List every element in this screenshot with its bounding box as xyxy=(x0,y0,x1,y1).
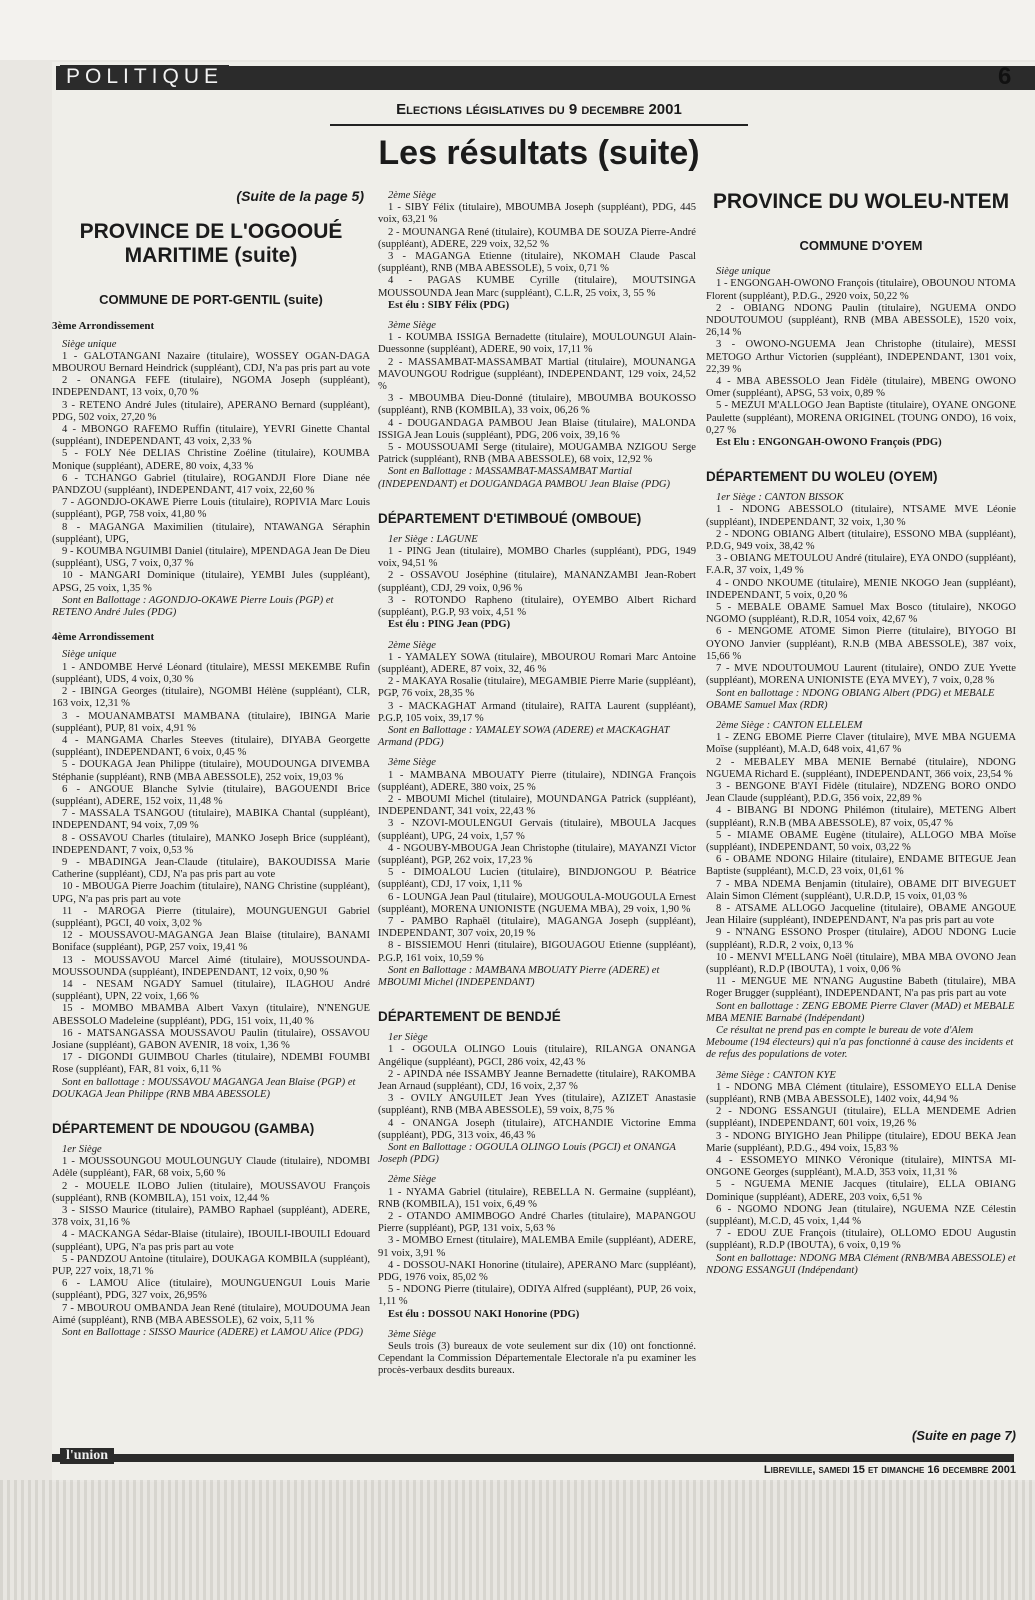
candidate-line: 5 - NGUEMA MENIE Jacques (titulaire), ELLA OBIANG Dominique (suppléant), ADERE, 203 voix, 6,51 % xyxy=(706,1179,1016,1203)
seat-block xyxy=(52,631,370,1101)
candidate-line: 15 - MOMBO MBAMBA Albert Vaxyn (titulaire), N'NENGUE ABESSOLO Madeleine (suppléant), PDG, 151 voix, 11,40 % xyxy=(52,1003,370,1027)
candidate-line: 10 - MENVI M'ELLANG Noël (titulaire), MBA MBA OVONO Jean (suppléant), R.D.P (IBOUTA), 1 voix, 0,06 % xyxy=(706,951,1016,975)
elected-line: Est Elu : ENGONGAH-OWONO François (PDG) xyxy=(716,437,942,449)
candidate-line: 1 - OGOULA OLINGO Louis (titulaire), RILANGA ONANGA Angélique (suppléant), PGCI, 286 voix, 42,43 % xyxy=(378,1044,696,1068)
commune-heading: COMMUNE D'OYEM xyxy=(799,238,923,253)
department-heading: DÉPARTEMENT DE NDOUGOU (GAMBA) xyxy=(52,1121,315,1136)
candidate-line: 3 - OWONO-NGUEMA Jean Christophe (titulaire), MESSI METOGO Arthur Victorien (suppléant), INDEPENDANT, 1301 voix, 22,39 % xyxy=(706,339,1016,375)
seat-label: 1er Siège : LAGUNE xyxy=(388,533,478,545)
candidate-line: 9 - KOUMBA NGUIMBI Daniel (titulaire), MPENDAGA Jean De Dieu (suppléant), USG, 7 voix, 0,37 % xyxy=(52,546,370,570)
newspaper-name: l'union xyxy=(60,1448,114,1464)
candidate-line: 4 - MBONGO RAFEMO Ruffin (titulaire), YEVRI Ginette Chantal (suppléant), INDEPENDANT, 43 voix, 2,33 % xyxy=(52,424,370,448)
candidate-line: 2 - MASSAMBAT-MASSAMBAT Martial (titulaire), MOUNANGA MAVOUNGOU Rodrigue (suppléant), INDEPENDANT, 129 voix, 24,52 % xyxy=(378,356,696,393)
candidate-line: 1 - KOUMBA ISSIGA Bernadette (titulaire), MOULOUNGUI Alain-Duessonne (suppléant), ADERE, 90 voix, 17,11 % xyxy=(378,332,696,356)
page-number: 6 xyxy=(998,63,1012,90)
runoff-note: Sont en Ballottage : MAMBANA MBOUATY Pierre (ADERE) et MBOUMI Michel (INDEPENDANT) xyxy=(378,964,660,988)
candidate-line: 6 - LAMOU Alice (titulaire), MOUNGUENGUI Louis Marie (suppléant), PDG, 327 voix, 26,95% xyxy=(52,1278,370,1302)
candidate-line: 1 - GALOTANGANI Nazaire (titulaire), WOSSEY OGAN-DAGA MBOUROU Bernard Heindrick (suppléant), CDJ, N'a pas pris part au vote xyxy=(52,350,370,375)
candidate-line: 3 - OVILY ANGUILET Jean Yves (titulaire), AZIZET Anastasie (suppléant), RNB (MBA ABESSOLE), 59 voix, 8,75 % xyxy=(378,1093,696,1117)
seat-label: 2ème Siège xyxy=(388,1174,436,1186)
candidate-line: 6 - NGOMO NDONG Jean (titulaire), NGUEMA NZE Célestin (suppléant), M.C.D, 45 voix, 1,44 % xyxy=(706,1203,1016,1228)
candidate-line: 2 - MOUNANGA René (titulaire), KOUMBA DE SOUZA Pierre-André (suppléant), ADERE, 229 voix, 32,52 % xyxy=(378,226,696,250)
seat-label: 1er Siège xyxy=(388,1032,428,1044)
department-heading: DÉPARTEMENT DU WOLEU (OYEM) xyxy=(706,469,938,485)
seat-label: 3ème Siège : CANTON KYE xyxy=(716,1069,836,1081)
department-heading: DÉPARTEMENT DE BENDJÉ xyxy=(378,1009,561,1025)
candidate-line: 6 - ANGOUE Blanche Sylvie (titulaire), BAGOUENDI Brice (suppléant), ADERE, 152 voix, 11,48 % xyxy=(52,783,370,807)
seat-block xyxy=(378,757,696,989)
kicker-rule xyxy=(330,124,748,126)
elected-line: Est élu : PING Jean (PDG) xyxy=(388,619,511,631)
article-headline: Les résultats (suite) xyxy=(378,134,700,172)
candidate-line: 3 - MBOUMBA Dieu-Donné (titulaire), MBOUMBA BOUKOSSO (suppléant), RNB (KOMBILA), 33 voix, 06,26 % xyxy=(378,393,696,417)
column-3 xyxy=(706,190,1016,1285)
runoff-note: Sont en ballottage : ZENG EBOME Pierre Claver (MAD) et MEBALE MBA MENIE Barnabé (Indépendant) xyxy=(706,1000,1015,1024)
candidate-line: 5 - FOLY Née DELIAS Christine Zoéline (titulaire), KOUMBA Monique (suppléant), ADERE, 80 voix, 4,33 % xyxy=(52,448,370,472)
seat-block xyxy=(52,1144,370,1339)
candidate-line: 7 - MBOUROU OMBANDA Jean René (titulaire), MOUDOUMA Jean Aimé (suppléant), RNB (MBA ABESSOLE), 62 voix, 5,11 % xyxy=(52,1302,370,1326)
candidate-line: 9 - N'NANG ESSONO Prosper (titulaire), ADOU NDONG Lucie (suppléant), R.D.R, 2 voix, 0,13 % xyxy=(706,927,1016,951)
candidate-line: 3 - NZOVI-MOULENGUI Gervais (titulaire), MBOULA Jacques (suppléant), UPG, 24 voix, 1,57 % xyxy=(378,818,696,842)
candidate-line: 5 - MIAME OBAME Eugène (titulaire), ALLOGO MBA Moïse (suppléant), INDEPENDANT, 50 voix, 03,22 % xyxy=(706,829,1016,853)
seat-block xyxy=(378,1329,696,1378)
continued-on: (Suite en page 7) xyxy=(911,1428,1016,1443)
candidate-line: 4 - BIBANG BI NDONG Philémon (titulaire), METENG Albert (suppléant), R.N.B (MBA ABESSOLE), 87 voix, 05,47 % xyxy=(706,805,1016,829)
column-2 xyxy=(378,190,696,1386)
candidate-line: 8 - OSSAVOU Charles (titulaire), MANKO Joseph Brice (suppléant), INDEPENDANT, 7 voix, 0,53 % xyxy=(52,832,370,856)
result-blocks xyxy=(706,492,1016,1277)
seat-label: 3ème Siège xyxy=(388,757,436,769)
candidate-line: 5 - DIMOALOU Lucien (titulaire), BINDJONGOU P. Béatrice (suppléant), CDJ, 17 voix, 1,11 % xyxy=(378,867,696,891)
candidate-line: 2 - OBIANG NDONG Paulin (titulaire), NGUEMA ONDO NDOUTOUMOU (suppléant), RNB (MBA ABESSOLE), 1520 voix, 26,14 % xyxy=(706,302,1016,339)
candidate-line: 6 - MENGOME ATOME Simon Pierre (titulaire), BIYOGO BI OYONO Janvier (suppléant), R.N.B (MBA ABESSOLE), 387 voix, 15,66 % xyxy=(706,626,1016,662)
seat-block xyxy=(378,534,696,632)
candidate-line: 4 - MACKANGA Sédar-Blaise (titulaire), IBOUILI-IBOUILI Edouard (suppléant), UPG, N'a pas pris part au vote xyxy=(52,1229,370,1253)
result-block xyxy=(706,266,1016,449)
candidate-line: 7 - MASSALA TSANGOU (titulaire), MABIKA Chantal (suppléant), INDEPENDANT, 94 voix, 7,09 % xyxy=(52,808,370,832)
seat-block xyxy=(706,492,1016,712)
runoff-note: Sont en ballottage : MOUSSAVOU MAGANGA Jean Blaise (PGP) et DOUKAGA Jean Philippe (RNB MBA ABESSOLE) xyxy=(52,1076,356,1100)
candidate-line: 9 - MBADINGA Jean-Claude (titulaire), BAKOUDISSA Marie Catherine (suppléant), CDJ, N'a pas pris part au vote xyxy=(52,856,370,881)
seat-block xyxy=(378,1032,696,1166)
result-blocks xyxy=(52,320,370,1101)
seat-label: 2ème Siège : CANTON ELLELEM xyxy=(716,719,863,731)
candidate-line: 1 - NDONG MBA Clément (titulaire), ESSOMEYO ELLA Denise (suppléant), RNB (MBA ABESSOLE), 1402 voix, 44,94 % xyxy=(706,1081,1016,1105)
seat-label: 1er Siège : CANTON BISSOK xyxy=(716,492,844,504)
candidate-line: 11 - MAROGA Pierre (titulaire), MOUNGUENGUI Gabriel (suppléant), PGCI, 40 voix, 3,02 % xyxy=(52,905,370,929)
runoff-note: Sont en Ballottage : MASSAMBAT-MASSAMBAT Martial (INDEPENDANT) et DOUGANDAGA PAMBOU Jean Blaise (PDG) xyxy=(378,466,671,490)
candidate-line: 1 - ZENG EBOME Pierre Claver (titulaire), MVE MBA NGUEMA Moïse (suppléant), M.A.D, 648 voix, 41,67 % xyxy=(706,732,1016,756)
candidate-line: 1 - PING Jean (titulaire), MOMBO Charles (suppléant), PDG, 1949 voix, 94,51 % xyxy=(378,546,696,570)
runoff-note: Sont en Ballottage : YAMALEY SOWA (ADERE) et MACKAGHAT Armand (PDG) xyxy=(378,724,670,749)
elected-line: Est élu : SIBY Félix (PDG) xyxy=(388,299,510,311)
candidate-line: 5 - MEZUI M'ALLOGO Jean Baptiste (titulaire), OYANE ONGONE Paulette (suppléant), MORENA ORIGINEL (TOUNG ONDO), 16 voix, 0,27 % xyxy=(706,400,1016,436)
seat-block xyxy=(706,1070,1016,1277)
candidate-line: 2 - NDONG OBIANG Albert (titulaire), ESSONO MBA (suppléant), P.D.G, 949 voix, 38,42 % xyxy=(706,528,1016,553)
arrondissement-heading: 4ème Arrondissement xyxy=(52,631,155,644)
candidate-line: 3 - MAGANGA Etienne (titulaire), NKOMAH Claude Pascal (suppléant), RNB (MBA ABESSOLE), 5 voix, 0,71 % xyxy=(378,251,696,275)
continued-from: (Suite de la page 5) xyxy=(236,188,364,204)
candidate-line: 16 - MATSANGASSA MOUSSAVOU Paulin (titulaire), OSSAVOU Josiane (suppléant), GABON AVENIR, 18 voix, 1,36 % xyxy=(52,1027,370,1051)
candidate-line: 3 - SISSO Maurice (titulaire), PAMBO Raphael (suppléant), ADERE, 378 voix, 31,16 % xyxy=(52,1205,370,1229)
candidate-line: Seuls trois (3) bureaux de vote seulement sur dix (10) ont fonctionné. Cependant la Commission Départementale Electorale n'a pu examiner les procès-verbaux desdits bureaux. xyxy=(378,1341,696,1377)
seat-block xyxy=(378,1174,696,1320)
candidate-line: 5 - NDONG Pierre (titulaire), ODIYA Alfred (suppléant), PUP, 26 voix, 1,11 % xyxy=(378,1284,696,1308)
seat-block xyxy=(706,266,1016,449)
seat-label: Siège unique xyxy=(716,266,771,278)
candidate-line: 1 - MAMBANA MBOUATY Pierre (titulaire), NDINGA François (suppléant), ADERE, 380 voix, 25 % xyxy=(378,769,696,793)
candidate-line: 3 - MACKAGHAT Armand (titulaire), RAITA Laurent (suppléant), P.G.P, 105 voix, 39,17 % xyxy=(378,700,696,724)
province-heading: PROVINCE DE L'OGOOUÉ MARITIME (suite) xyxy=(79,220,343,268)
candidate-line: 4 - MBA ABESSOLO Jean Fidèle (titulaire), MBENG OWONO Omer (suppléant), APSG, 53 voix, 0,89 % xyxy=(706,376,1016,400)
seat-label: 3ème Siège xyxy=(388,1328,436,1340)
candidate-line: 11 - MENGUE ME N'NANG Augustine Babeth (titulaire), MBA Roger Brugger (suppléant), INDEPENDANT, N'a pas pris part au vote xyxy=(706,976,1016,1000)
candidate-line: 2 - MBOUMI Michel (titulaire), MOUNDANGA Patrick (suppléant), INDEPENDANT, 341 voix, 22,43 % xyxy=(378,793,696,818)
column-1 xyxy=(52,190,370,1347)
candidate-line: 14 - NESAM NGADY Samuel (titulaire), ILAGHOU André (suppléant), UPN, 22 voix, 1,66 % xyxy=(52,978,370,1003)
candidate-line: 1 - NYAMA Gabriel (titulaire), REBELLA N. Germaine (suppléant), RNB (KOMBILA), 151 voix, 6,49 % xyxy=(378,1186,696,1210)
candidate-line: 1 - ANDOMBE Hervé Léonard (titulaire), MESSI MEKEMBE Rufin (suppléant), UDS, 4 voix, 0,30 % xyxy=(52,661,370,685)
article-kicker: Elections législatives du 9 decembre 2001 xyxy=(396,101,682,118)
candidate-line: 8 - MAGANGA Maximilien (titulaire), NTAWANGA Séraphin (suppléant), UPG, xyxy=(52,521,370,545)
seat-block xyxy=(378,640,696,750)
candidate-line: 12 - MOUSSAVOU-MAGANGA Jean Blaise (titulaire), BANAMI Boniface (suppléant), PGP, 257 voix, 19,41 % xyxy=(52,930,370,954)
result-blocks xyxy=(378,534,696,989)
seat-label: 3ème Siège xyxy=(388,320,436,332)
runoff-note: Sont en Ballottage : AGONDJO-OKAWE Pierre Louis (PGP) et RETENO André Jules (PDG) xyxy=(52,594,334,619)
candidate-line: 2 - ONANGA FEFE (titulaire), NGOMA Joseph (suppléant), INDEPENDANT, 13 voix, 0,70 % xyxy=(52,375,370,399)
candidate-line: 2 - MEBALEY MBA MENIE Bernabé (titulaire), NDONG NGUEMA Richard E. (suppléant), INDEPENDANT, 366 voix, 23,54 % xyxy=(706,756,1016,780)
candidate-line: 4 - ESSOMEYO MINKO Véronique (titulaire), MINTSA MI-ONGONE Georges (suppléant), M.A.D, 353 voix, 11,31 % xyxy=(706,1155,1016,1179)
seat-label: 1er Siège xyxy=(62,1144,102,1155)
footer-bar xyxy=(52,1454,1014,1462)
candidate-line: 2 - MOUELE ILOBO Julien (titulaire), MOUSSAVOU François (suppléant), RNB (KOMBILA), 151 voix, 12,44 % xyxy=(52,1180,370,1204)
candidate-line: 3 - MOUANAMBATSI MAMBANA (titulaire), IBINGA Marie (suppléant), PUP, 81 voix, 4,91 % xyxy=(52,710,370,734)
candidate-line: 4 - MANGAMA Charles Steeves (titulaire), DIYABA Georgette (suppléant), INDEPENDANT, 6 voix, 0,45 % xyxy=(52,734,370,759)
candidate-line: 8 - ATSAME ALLOGO Jacqueline (titulaire), OBAME ANGOUE Jean Hilaire (suppléant), INDEPENDANT, N'a pas pris part au vote xyxy=(706,902,1016,927)
seat-label: Siège unique xyxy=(62,338,117,350)
candidate-line: 7 - AGONDJO-OKAWE Pierre Louis (titulaire), ROPIVIA Marc Louis (suppléant), PGP, 758 voix, 41,80 % xyxy=(52,497,370,521)
candidate-line: 13 - MOUSSAVOU Marcel Aimé (titulaire), MOUSSOUNDA-MOUSSOUNDA (suppléant), INDEPENDANT, 12 voix, 0,90 % xyxy=(52,954,370,978)
seat-block xyxy=(52,320,370,619)
candidate-line: 5 - DOUKAGA Jean Philippe (titulaire), MOUDOUNGA DIVEMBA Stéphanie (suppléant), RNB (MBA ABESSOLE), 252 voix, 19,03 % xyxy=(52,759,370,783)
candidate-line: 7 - PAMBO Raphaël (titulaire), MAGANGA Joseph (suppléant), INDEPENDANT, 307 voix, 20,19 % xyxy=(378,915,696,940)
candidate-line: 4 - ONDO NKOUME (titulaire), MENIE NKOGO Jean (suppléant), INDEPENDANT, 5 voix, 0,20 % xyxy=(706,577,1016,601)
candidate-line: 2 - MAKAYA Rosalie (titulaire), MEGAMBIE Pierre Marie (suppléant), PGP, 76 voix, 28,35 % xyxy=(378,676,696,700)
seat-label: Siège unique xyxy=(62,649,117,661)
scan-margin-top xyxy=(0,0,1035,60)
seat-block xyxy=(706,720,1016,1062)
province-heading: PROVINCE DU WOLEU-NTEM xyxy=(712,190,1010,213)
candidate-line: 4 - PAGAS KUMBE Cyrille (titulaire), MOUTSINGA MOUSSOUNDA Jean Marc (suppléant), C.L.R, 25 voix, 3, 55 % xyxy=(378,275,696,299)
footnote: Ce résultat ne prend pas en compte le bureau de vote d'Alem Meboume (194 électeurs) qui n'a pas fonctionné à cause des incidents et de refus des populations de voter. xyxy=(706,1024,1014,1061)
runoff-note: Sont en ballottage: NDONG MBA Clément (RNB/MBA ABESSOLE) et NDONG ESSANGUI (Indépendant) xyxy=(706,1252,1016,1276)
arrondissement-heading: 3ème Arrondissement xyxy=(52,320,155,333)
candidate-line: 8 - BISSIEMOU Henri (titulaire), BIGOUAGOU Etienne (suppléant), P.G.P, 161 voix, 10,59 % xyxy=(378,940,696,964)
result-blocks xyxy=(378,1032,696,1377)
candidate-line: 4 - NGOUBY-MBOUGA Jean Christophe (titulaire), MAYANZI Victor (suppléant), PGP, 262 voix, 17,23 % xyxy=(378,842,696,866)
issue-date: Libreville, samedi 15 et dimanche 16 decembre 2001 xyxy=(763,1464,1016,1476)
candidate-line: 2 - APINDA née ISSAMBY Jeanne Bernadette (titulaire), RAKOMBA Jean Arnaud (suppléant), CDJ, 16 voix, 2,37 % xyxy=(378,1068,696,1092)
candidate-line: 2 - OSSAVOU Joséphine (titulaire), MANANZAMBI Jean-Robert (suppléant), CDJ, 29 voix, 0,96 % xyxy=(378,570,696,594)
commune-heading: COMMUNE DE PORT-GENTIL (suite) xyxy=(99,292,323,308)
candidate-line: 5 - MOUSSOUAMI Serge (titulaire), MOUGAMBA NZIGOU Serge Patrick (suppléant), RNB (MBA ABESSOLE), 68 voix, 12,92 % xyxy=(378,442,696,466)
candidate-line: 2 - OTANDO AMIMBOGO André Charles (titulaire), MAPANGOU Pierre (suppléant), PGP, 131 voix, 5,63 % xyxy=(378,1211,696,1235)
seat-block xyxy=(378,320,696,491)
candidate-line: 4 - DOUGANDAGA PAMBOU Jean Blaise (titulaire), MALONDA ISSIGA Jean Louis (suppléant), PDG, 206 voix, 39,16 % xyxy=(378,417,696,441)
department-heading: DÉPARTEMENT D'ETIMBOUÉ (OMBOUE) xyxy=(378,510,642,526)
candidate-line: 5 - PANDZOU Antoine (titulaire), DOUKAGA KOMBILA (suppléant), PUP, 227 voix, 18,71 % xyxy=(52,1253,370,1278)
candidate-line: 3 - BENGONE B'AYI Fidèle (titulaire), NDZENG BORO ONDO Jean Claude (suppléant), P.D.G, 356 voix, 22,89 % xyxy=(706,780,1016,805)
result-blocks xyxy=(378,190,696,491)
candidate-line: 2 - NDONG ESSANGUI (titulaire), ELLA MENDEME Adrien (suppléant), INDEPENDANT, 601 voix, 19,26 % xyxy=(706,1106,1016,1130)
seat-label: 2ème Siège xyxy=(388,639,436,651)
section-label: POLITIQUE xyxy=(60,65,229,89)
candidate-line: 7 - MBA NDEMA Benjamin (titulaire), OBAME DIT BIVEGUET Alain Simon Clément (suppléant), U.R.D.P, 15 voix, 01,03 % xyxy=(706,878,1016,902)
result-block xyxy=(52,1144,370,1339)
candidate-line: 10 - MANGARI Dominique (titulaire), YEMBI Jules (suppléant), APSG, 25 voix, 1,35 % xyxy=(52,570,370,594)
runoff-note: Sont en Ballottage : OGOULA OLINGO Louis (PGCI) et ONANGA Joseph (PDG) xyxy=(378,1142,676,1166)
candidate-line: 4 - DOSSOU-NAKI Honorine (titulaire), APERANO Marc (suppléant), PDG, 1976 voix, 85,02 % xyxy=(378,1259,696,1284)
candidate-line: 7 - MVE NDOUTOUMOU Laurent (titulaire), ONDO ZUE Yvette (suppléant), MORENA UNIONISTE (EYA MVEY), 7 voix, 0,28 % xyxy=(706,663,1016,687)
candidate-line: 3 - RETENO André Jules (titulaire), APERANO Bernard (suppléant), PDG, 502 voix, 27,20 % xyxy=(52,399,370,423)
seat-block xyxy=(378,190,696,312)
candidate-line: 17 - DIGONDI GUIMBOU Charles (titulaire), NDEMBI FOUMBI Rose (suppléant), FAR, 81 voix, 6,11 % xyxy=(52,1052,370,1076)
runoff-note: Sont en Ballottage : SISSO Maurice (ADERE) et LAMOU Alice (PDG) xyxy=(62,1327,364,1339)
candidate-line: 2 - IBINGA Georges (titulaire), NGOMBI Hélène (suppléant), CLR, 163 voix, 12,31 % xyxy=(52,686,370,710)
candidate-line: 6 - LOUNGA Jean Paul (titulaire), MOUGOULA-MOUGOULA Ernest (suppléant), MORENA UNIONISTE (NGUEMA MBA), 29 voix, 1,90 % xyxy=(378,891,696,915)
candidate-line: 7 - EDOU ZUE François (titulaire), OLLOMO EDOU Augustin (suppléant), R.D.P (IBOUTA), 6 voix, 0,19 % xyxy=(706,1228,1016,1252)
candidate-line: 1 - MOUSSOUNGOU MOULOUNGUY Claude (titulaire), NDOMBI Adèle (suppléant), FAR, 68 voix, 5,60 % xyxy=(52,1156,370,1180)
candidate-line: 6 - TCHANGO Gabriel (titulaire), ROGANDJI Flore Diane née PANDZOU (suppléant), INDEPENDANT, 417 voix, 22,60 % xyxy=(52,472,370,497)
candidate-line: 3 - NDONG BIYIGHO Jean Philippe (titulaire), EDOU BEKA Jean Marie (suppléant), P.D.G., 494 voix, 15,83 % xyxy=(706,1130,1016,1154)
candidate-line: 6 - OBAME NDONG Hilaire (titulaire), ENDAME BITEGUE Jean Baptiste (suppléant), M.C.D, 23 voix, 01,61 % xyxy=(706,854,1016,878)
elected-line: Est élu : DOSSOU NAKI Honorine (PDG) xyxy=(388,1308,580,1320)
candidate-line: 4 - ONANGA Joseph (titulaire), ATCHANDIE Victorine Emma (suppléant), PDG, 313 voix, 46,43 % xyxy=(378,1117,696,1141)
candidate-line: 1 - SIBY Félix (titulaire), MBOUMBA Joseph (suppléant), PDG, 445 voix, 63,21 % xyxy=(378,202,696,226)
candidate-line: 3 - OBIANG METOULOU André (titulaire), EYA ONDO (suppléant), F.A.R, 37 voix, 1,49 % xyxy=(706,553,1016,577)
candidate-line: 3 - ROTONDO Rapheno (titulaire), OYEMBO Albert Richard (suppléant), P.G.P, 93 voix, 4,51 % xyxy=(378,594,696,619)
candidate-line: 1 - ENGONGAH-OWONO François (titulaire), OBOUNOU NTOMA Florent (suppléant), P.D.G., 2920 voix, 50,22 % xyxy=(706,278,1016,302)
runoff-note: Sont en ballottage : NDONG OBIANG Albert (PDG) et MEBALE OBAME Samuel Max (RDR) xyxy=(706,687,995,711)
candidate-line: 3 - MOMBO Ernest (titulaire), MALEMBA Emile (suppléant), ADERE, 91 voix, 3,91 % xyxy=(378,1235,696,1259)
candidate-line: 1 - YAMALEY SOWA (titulaire), MBOUROU Romari Marc Antoine (suppléant), ADERE, 87 voix, 32, 46 % xyxy=(378,651,696,675)
seat-label: 2ème Siège xyxy=(388,190,436,201)
scan-margin-bottom xyxy=(0,1480,1035,1600)
candidate-line: 5 - MEBALE OBAME Samuel Max Bosco (titulaire), NKOGO NGOMO (suppléant), R.D.R, 1054 voix, 42,67 % xyxy=(706,602,1016,626)
candidate-line: 10 - MBOUGA Pierre Joachim (titulaire), NANG Christine (suppléant), UPG, N'a pas pris part au vote xyxy=(52,881,370,905)
candidate-line: 1 - NDONG ABESSOLO (titulaire), NTSAME MVE Léonie (suppléant), INDEPENDANT, 32 voix, 1,30 % xyxy=(706,504,1016,528)
